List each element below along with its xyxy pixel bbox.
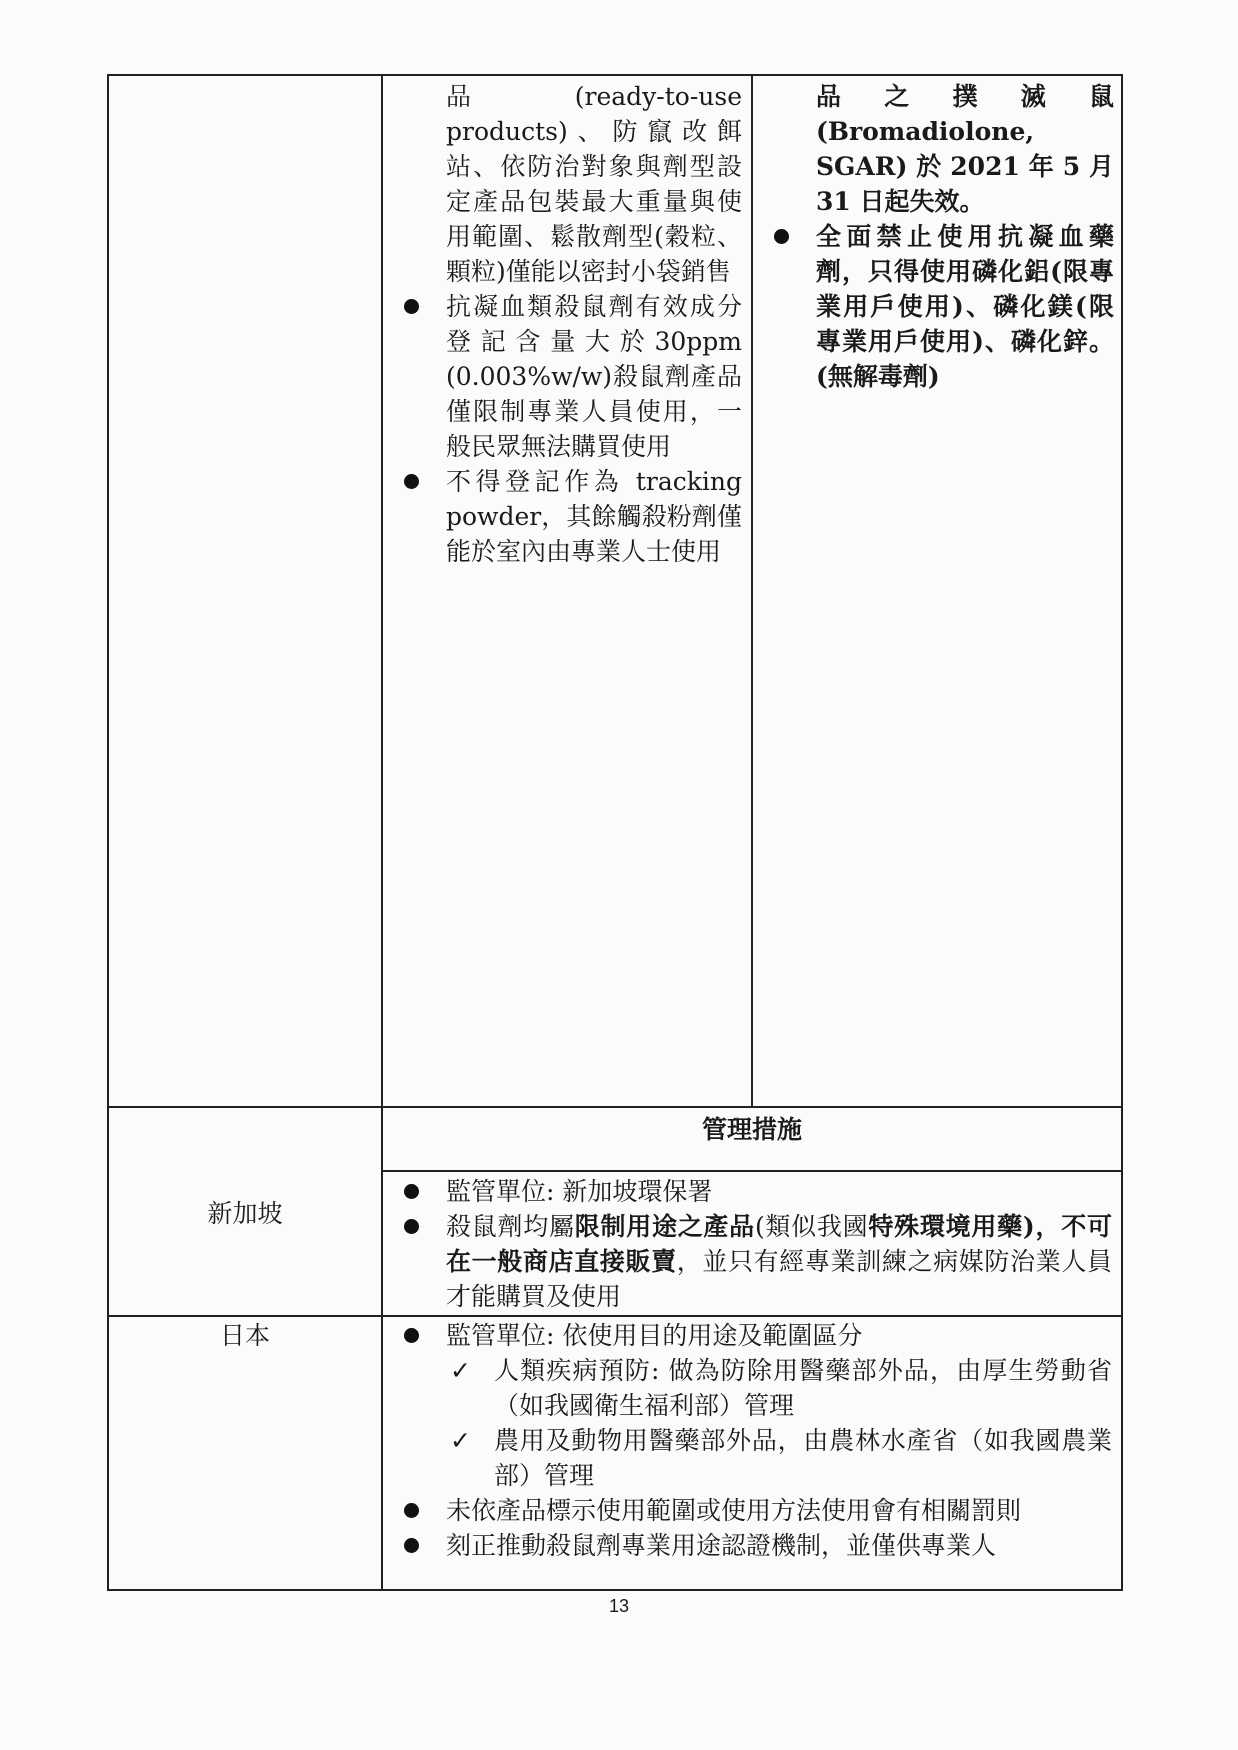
sg-text-1: 殺鼠劑均屬 — [446, 1212, 575, 1241]
table-row-line-2 — [381, 1170, 1122, 1172]
japan-check-1-text: 人類疾病預防: 做為防除用醫藥部外品，由厚生勞動省（如我國衛生福利部）管理 — [494, 1356, 1112, 1420]
table-border-bottom — [107, 1589, 1122, 1591]
sg-restricted-use: 限制用途之產品 — [574, 1212, 755, 1241]
middle-bullet-1: 抗凝血類殺鼠劑有效成分登記含量大於30ppm (0.003%w/w)殺鼠劑產品僅限制專業人員使用，一般民眾無法購買使用 — [390, 289, 742, 464]
japan-measures-cell — [390, 1318, 1112, 1563]
middle-intro-text: 品 (ready-to-use products)、防竄改餌站、依防治對象與劑型設定產品包裝最大重量與使用範圍、鬆散劑型(穀粒、顆粒)僅能以密封小袋銷售 — [446, 82, 742, 286]
japan-check-1 — [446, 1353, 1112, 1423]
sg-text-3: )， — [1022, 1212, 1062, 1241]
sg-no-retail: 不可在一般商店直接販賣 — [446, 1212, 1112, 1276]
singapore-bullet-2 — [390, 1209, 1112, 1314]
table-border-right — [1121, 74, 1123, 1591]
singapore-measures-cell — [390, 1174, 1112, 1314]
right-bullet-1: 全面禁止使用抗凝血藥劑，只得使用磷化鋁(限專業用戶使用)、磷化鎂(限專業用戶使用)、磷化鋅。(無解毒劑) — [760, 219, 1114, 394]
checkmark-icon: ✓ — [450, 1426, 471, 1455]
japan-bullet-list — [390, 1318, 1112, 1563]
right-bullet-list — [760, 219, 1114, 394]
middle-bullet-2: 不得登記作為 tracking powder，其餘觸殺粉劑僅能於室內由專業人士使用 — [390, 464, 742, 569]
middle-bullet-list — [390, 289, 742, 569]
measures-header: 管理措施 — [701, 1115, 802, 1144]
japan-check-2-text: 農用及動物用醫藥部外品，由農林水產省（如我國農業部）管理 — [494, 1426, 1112, 1490]
sg-special-env-pesticide: 特殊環境用藥 — [868, 1212, 1023, 1241]
table-row-line-3 — [107, 1315, 1122, 1317]
japan-check-list — [446, 1353, 1112, 1493]
country-singapore: 新加坡 — [207, 1199, 283, 1228]
table-col-divider — [381, 74, 383, 1591]
sg-text-2: (類似我國 — [754, 1212, 869, 1241]
japan-check-2 — [446, 1423, 1112, 1493]
japan-regulator-text: 監管單位: 依使用目的用途及範圍區分 — [446, 1321, 863, 1350]
japan-bullet-2: 未依產品標示使用範圍或使用方法使用會有相關罰則 — [390, 1493, 1112, 1528]
sg-text-4: ，並只有經專業訓練之病媒防治業人員才能購買及使用 — [446, 1247, 1112, 1311]
japan-bullet-1 — [390, 1318, 1112, 1493]
singapore-bullet-list — [390, 1174, 1112, 1314]
page-number: 13 — [608, 1596, 630, 1616]
table-border-top — [107, 74, 1122, 76]
singapore-bullet-1: 監管單位: 新加坡環保署 — [390, 1174, 1112, 1209]
table-upper-divider — [751, 74, 753, 1106]
japan-bullet-3: 刻正推動殺鼠劑專業用途認證機制，並僅供專業人 — [390, 1528, 1112, 1563]
upper-right-cell — [760, 79, 1114, 394]
table-row-line-1 — [107, 1106, 1122, 1108]
table-border-left — [107, 74, 109, 1591]
right-intro-text: 品之撲滅鼠 (Bromadiolone, SGAR) 於 2021 年 5 月 31 日起失效。 — [816, 82, 1114, 216]
upper-middle-cell — [390, 79, 742, 569]
country-japan: 日本 — [219, 1321, 270, 1350]
checkmark-icon: ✓ — [450, 1356, 471, 1385]
